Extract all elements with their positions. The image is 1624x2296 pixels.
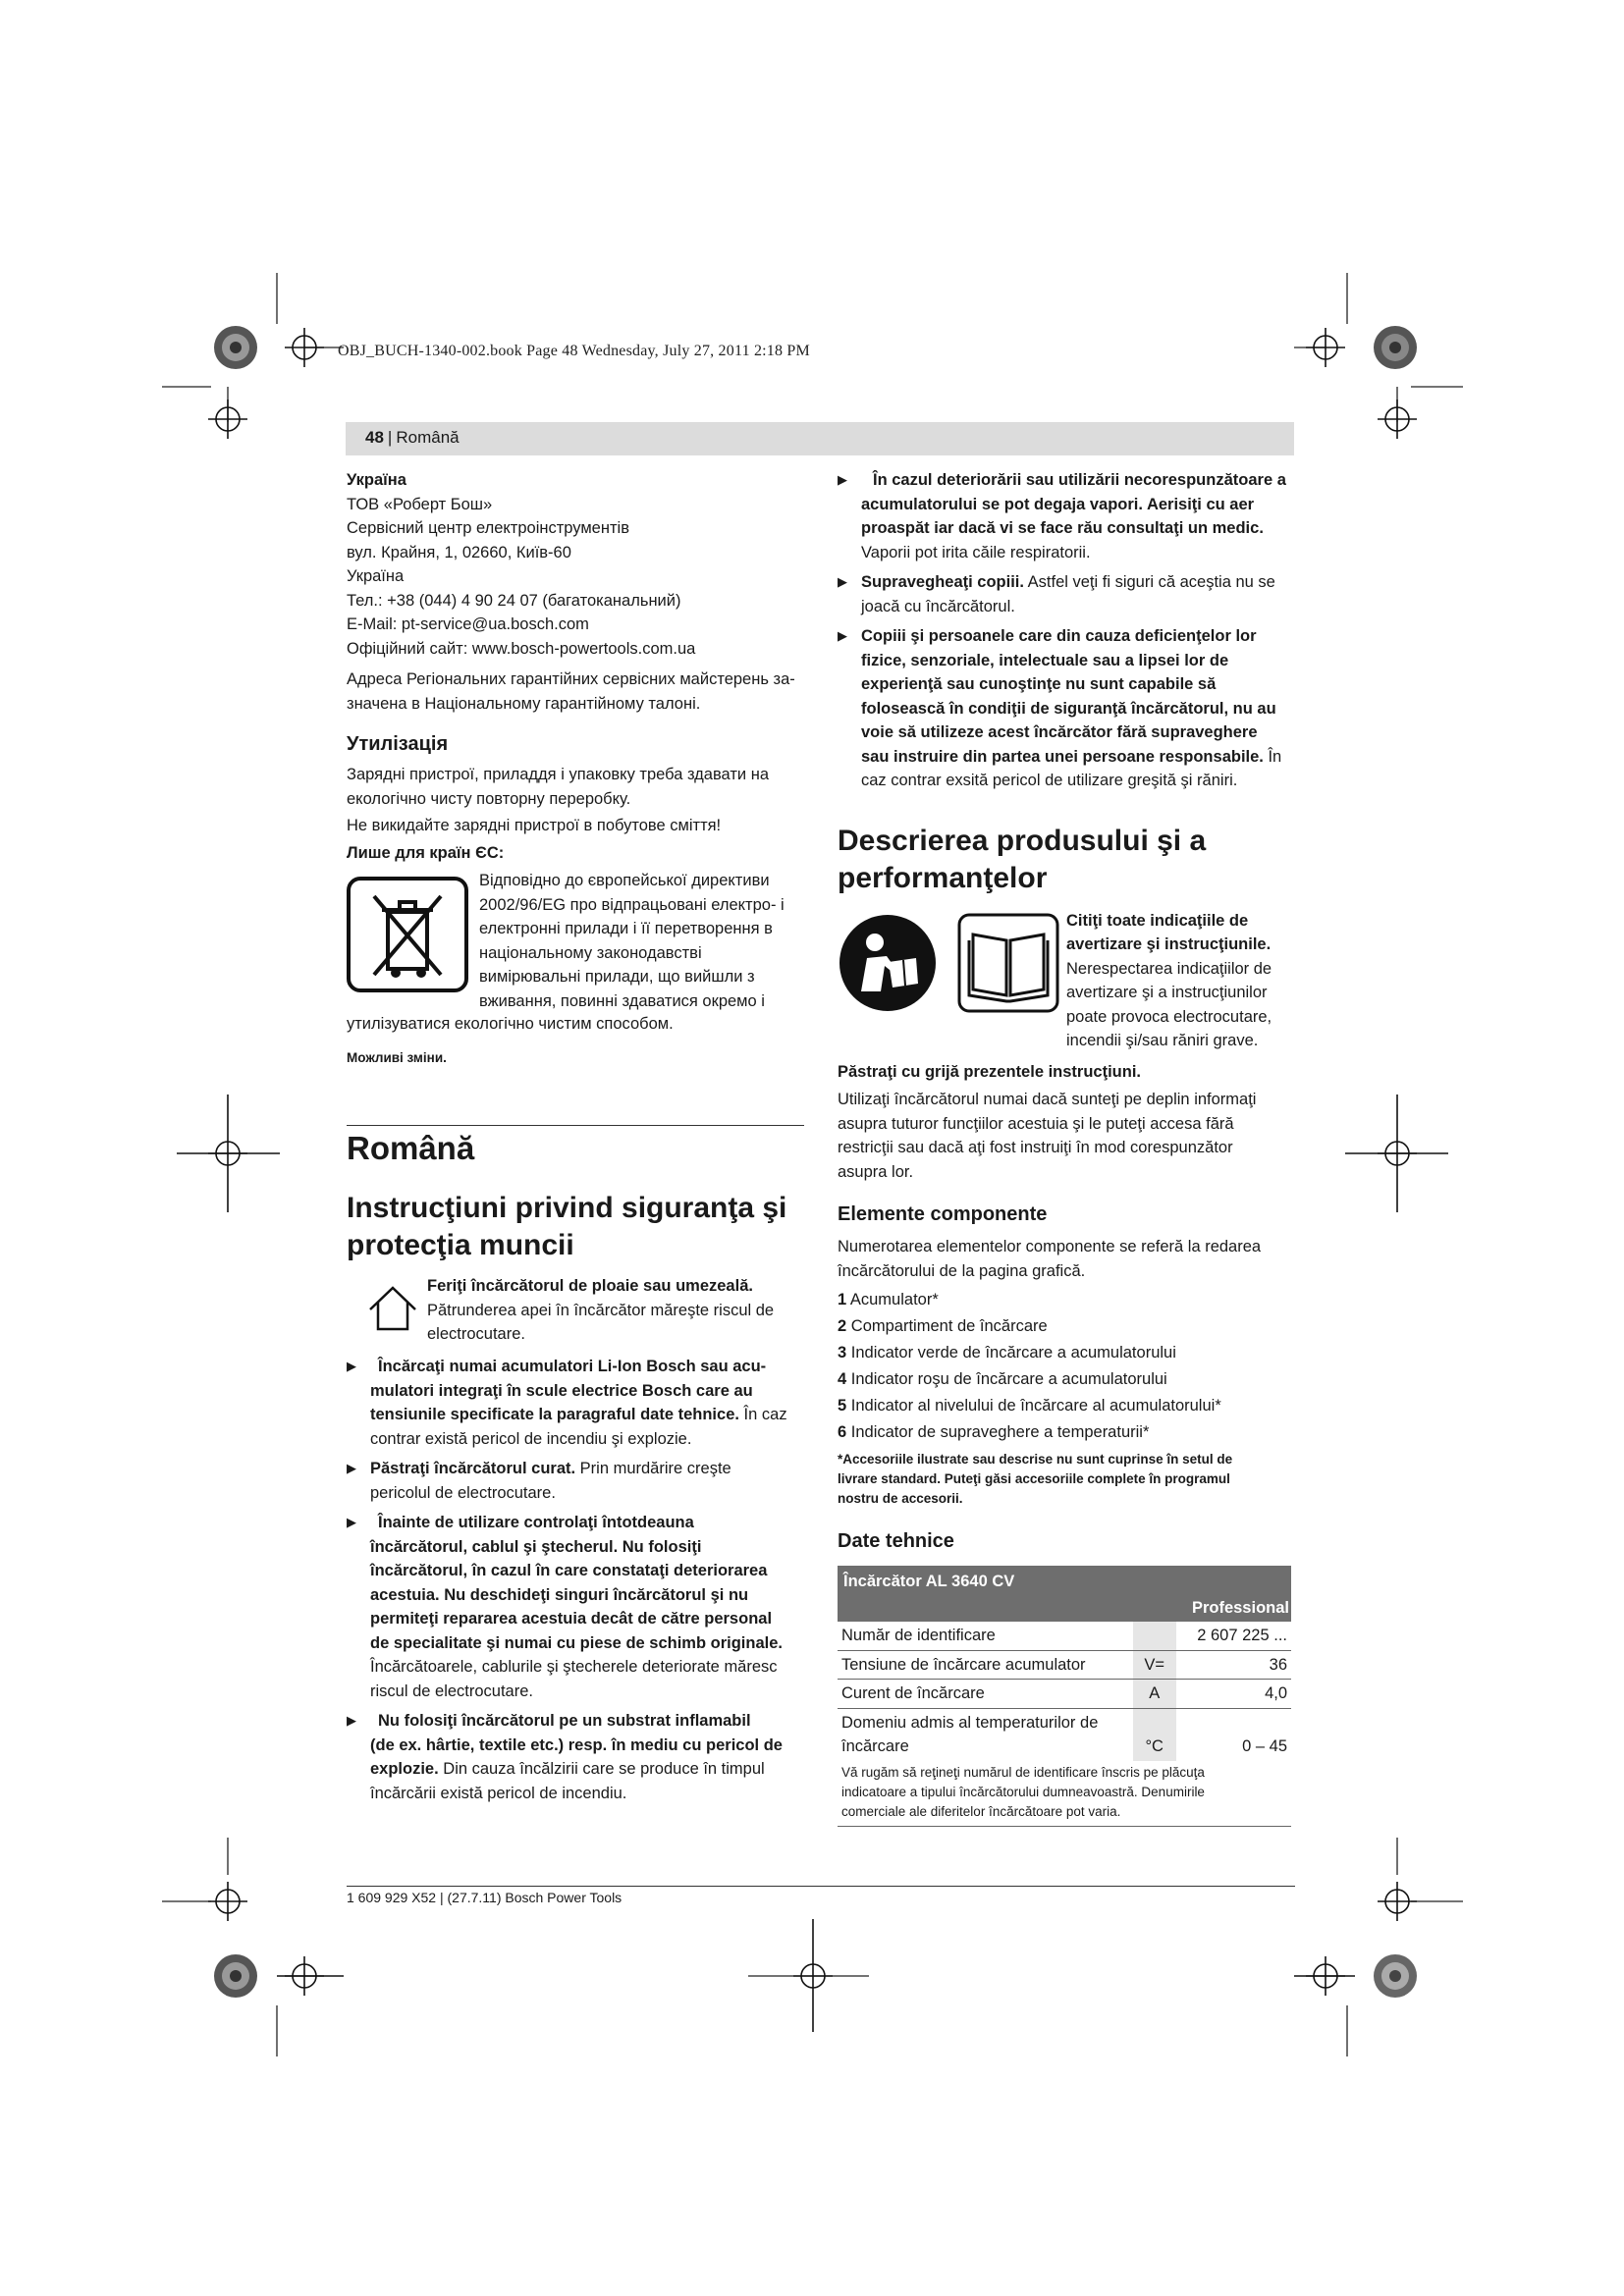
rain-warning-line: Pătrunderea apei în încărcător măreşte riscul de (427, 1301, 775, 1319)
safety-bullet (347, 1457, 810, 1505)
bullet-bold-text: Păstraţi încărcătorul curat. (370, 1460, 576, 1477)
safety-bullet (347, 1709, 810, 1805)
page-header-bar (346, 422, 1294, 455)
table-subtitle-row (838, 1594, 1291, 1623)
list-item (838, 1419, 1309, 1446)
bullet-line: riscul de electrocutare. (370, 1682, 533, 1700)
bullet-line: acumulatorului se pot degaja vapori. Aerisiţi cu aer (861, 495, 1255, 513)
tech-data-table (838, 1566, 1291, 1827)
disposal-line: екологічно чисту повторну переробку. (347, 789, 631, 808)
table-row (838, 1622, 1291, 1650)
table-cell-label: Număr de identificare (838, 1622, 1133, 1650)
bullet-line: încărcătorul, cablul şi ştecherul. Nu folosiţi (370, 1537, 702, 1556)
weee-text (479, 869, 785, 1013)
components-list (838, 1287, 1309, 1446)
address-line: ТОВ «Роберт Бош» (347, 495, 493, 513)
table-note-line: comerciale ale diferitelor încărcătoare pot varia. (841, 1803, 1121, 1819)
table-cell-value: 0 – 45 (1242, 1737, 1287, 1755)
address-line: E-Mail: pt-service@ua.bosch.com (347, 615, 589, 633)
bullet-arrow-icon: ▶ (838, 472, 847, 487)
page-number-label (365, 428, 460, 448)
footer-rule (347, 1886, 1295, 1887)
eu-heading: Лише для країн ЄС: (347, 843, 505, 862)
list-item (838, 1366, 1309, 1393)
components-intro-line: Numerotarea elementelor componente se referă la redarea (838, 1238, 1262, 1255)
component-label: Compartiment de încărcare (850, 1317, 1048, 1335)
bullet-line: caz contrar exsită pericol de utilizare greşită şi răniri. (861, 772, 1238, 789)
bullet-line: experienţă sau cunoştinţe nu sunt capabile să (861, 675, 1217, 693)
bullet-arrow-icon: ▶ (838, 628, 847, 643)
weee-line: вживання, повинні здаватися окремо і (479, 991, 765, 1010)
bullet-line: mulatori integraţi în scule electrice Bosch care au (370, 1381, 753, 1400)
safety-title-line: protecţia muncii (347, 1229, 574, 1261)
right-column (838, 468, 1309, 1827)
disposal-warning: Не викидайте зарядні пристрої в побутове сміття! (347, 817, 722, 834)
bullet-line (370, 1403, 810, 1427)
bullet-line (370, 1757, 810, 1782)
component-number: 6 (838, 1423, 847, 1441)
read-manual-person-icon (838, 913, 938, 1013)
disposal-line: Зарядні пристрої, приладдя і упаковку треба здавати на (347, 766, 770, 783)
header-separator: | (387, 428, 393, 447)
bullet-line: Încărcătoarele, cablurile şi ştecherele deteriorate măresc (370, 1658, 778, 1676)
components-heading: Elemente componente (838, 1203, 1048, 1225)
read-manual-text (1066, 909, 1272, 1053)
components-intro-line: încărcătorului de la pagina grafică. (838, 1261, 1086, 1280)
service-note-line: значена в Національному гарантійному талоні. (347, 694, 701, 713)
product-description-title (838, 823, 1309, 897)
bullet-rest-text: Prin murdărire creşte (575, 1460, 731, 1477)
ukraine-heading: Україна (347, 471, 406, 489)
bullet-line (861, 745, 1309, 770)
bullet-rest-text: În (1263, 747, 1282, 766)
bullet-line: pericolul de electrocutare. (370, 1483, 556, 1502)
romanian-title: Română (347, 1130, 475, 1166)
safety-bullet (347, 1355, 810, 1451)
left-column-safety (347, 1129, 810, 1805)
component-number: 5 (838, 1397, 847, 1415)
weee-line: національному законодавстві (479, 943, 702, 962)
address-line: вул. Крайня, 1, 02660, Київ-60 (347, 543, 571, 561)
safety-bullet (838, 624, 1309, 793)
list-item (838, 1393, 1309, 1419)
indoor-only-block (347, 1274, 810, 1349)
indoor-use-house-icon (366, 1284, 419, 1333)
table-cell-value: 2 607 225 ... (1176, 1622, 1291, 1650)
bullet-line (861, 570, 1309, 595)
table-row (838, 1708, 1291, 1761)
keep-instructions: Păstraţi cu grijă prezentele instrucţiuni. (838, 1062, 1141, 1081)
table-subtitle: Professional (1176, 1594, 1291, 1623)
table-note-line: indicatoare a tipului încărcătorului dumneavoastră. Denumirile (841, 1784, 1205, 1799)
weee-line: електронні прилади і її перетворення в (479, 920, 773, 937)
table-subtitle-spacer (1133, 1594, 1176, 1623)
table-note-row (838, 1761, 1291, 1827)
product-title-line: Descrierea produsului şi a (838, 824, 1207, 857)
disposal-heading: Утилізація (347, 733, 449, 755)
bullet-line: încărcării există pericol de incendiu. (370, 1784, 627, 1802)
bullet-line (370, 1457, 810, 1481)
safety-bullet (838, 570, 1309, 618)
bullet-line: de specialitate şi numai cu piese de schimb originale. (370, 1633, 783, 1652)
safety-title-line: Instrucţiuni privind siguranţa şi (347, 1192, 787, 1224)
weee-block (347, 869, 808, 1016)
table-cell-value: 4,0 (1176, 1680, 1291, 1709)
table-cell-unit: °C (1133, 1708, 1176, 1761)
service-note (347, 667, 808, 716)
address-line: Офіційний сайт: www.bosch-powertools.com.ua (347, 639, 696, 658)
accessories-line: nostru de accesorii. (838, 1491, 963, 1506)
bullet-line: contrar există pericol de incendiu şi explozie. (370, 1429, 692, 1448)
table-title: Încărcător AL 3640 CV (838, 1566, 1291, 1594)
components-intro (838, 1235, 1309, 1283)
list-item (838, 1313, 1309, 1340)
manual-book-icon (957, 913, 1059, 1013)
bullet-line: Încărcaţi numai acumulatori Li-Ion Bosch sau acu- (378, 1358, 767, 1375)
usage-line: Utilizaţi încărcătorul numai dacă sunteţi pe deplin informaţi (838, 1091, 1257, 1108)
list-item (838, 1340, 1309, 1366)
component-label: Indicator verde de încărcare a acumulatorului (850, 1344, 1176, 1362)
bullet-line: Nu folosiţi încărcătorul pe un substrat inflamabil (378, 1712, 751, 1730)
footer-text: 1 609 929 X52 | (27.7.11) Bosch Power Tools (347, 1890, 623, 1905)
left-column (347, 468, 808, 1068)
bullet-arrow-icon: ▶ (347, 1713, 356, 1728)
bullet-line: (de ex. hârtie, textile etc.) resp. în mediu cu pericol de (370, 1735, 783, 1754)
weee-line: вимірювальні прилади, що вийшли з (479, 968, 755, 986)
table-cell-unit: A (1133, 1680, 1176, 1709)
bullet-line: folosească în condiţii de siguranţă încărcătorul, nu au (861, 699, 1276, 718)
table-label-line: încărcare (841, 1737, 909, 1755)
component-label: Indicator al nivelului de încărcare al acumulatorului* (850, 1397, 1221, 1415)
bullet-line: În cazul deteriorării sau utilizării necorespunzătoare a (873, 471, 1286, 489)
tech-data-heading: Date tehnice (838, 1530, 954, 1552)
bullet-bold-text: sau instruire din partea unei persoane responsabile. (861, 747, 1264, 766)
bullet-rest-text: Din cauza încălzirii care se produce în timpul (438, 1760, 765, 1778)
component-number: 1 (838, 1291, 847, 1308)
bullet-bold-text: tensiunile specificate la paragraful date tehnice. (370, 1406, 739, 1423)
table-cell-label: Curent de încărcare (838, 1680, 1133, 1709)
bullet-line: încărcătorul, în cazul în care constataţi deteriorarea (370, 1562, 768, 1579)
bullet-line: Înainte de utilizare controlaţi întotdeauna (378, 1514, 694, 1531)
weee-bin-icon (347, 877, 468, 992)
bullet-rest-text: În caz (738, 1406, 787, 1423)
address-line: Україна (347, 567, 405, 585)
bullet-line: permiteţi repararea acestuia decât de către personal (370, 1610, 773, 1628)
bullet-arrow-icon: ▶ (838, 574, 847, 589)
table-note (838, 1761, 1291, 1827)
component-label: Indicator de supraveghere a temperaturii* (850, 1423, 1150, 1441)
component-number: 3 (838, 1344, 847, 1362)
changes-note: Можливі зміни. (347, 1049, 447, 1065)
weee-line: Відповідно до європейської директиви (479, 872, 770, 889)
table-cell-unit: V= (1133, 1650, 1176, 1680)
disposal-text (347, 763, 808, 838)
book-info-line: OBJ_BUCH-1340-002.book Page 48 Wednesday, July 27, 2011 2:18 PM (338, 343, 810, 359)
weee-last-line: утилізуватися екологічно чистим способом. (347, 1015, 674, 1033)
section-rule (347, 1125, 804, 1126)
address-line: Тел.: +38 (044) 4 90 24 07 (багатоканальний) (347, 591, 681, 610)
read-manual-line: incendii şi/sau răniri grave. (1066, 1032, 1259, 1049)
table-subtitle-spacer (838, 1594, 1133, 1623)
ukraine-address (347, 493, 808, 662)
table-title-row (838, 1566, 1291, 1594)
bullet-line: voie să utilizeze acest încărcător fără supraveghere (861, 723, 1258, 741)
bullet-arrow-icon: ▶ (347, 1461, 356, 1475)
bullet-line: joacă cu încărcătorul. (861, 597, 1015, 615)
accessories-note (838, 1450, 1309, 1509)
safety-title (347, 1190, 810, 1264)
table-cell-unit (1133, 1622, 1176, 1650)
service-note-line: Адреса Регіональних гарантійних сервісних майстерень за- (347, 670, 795, 688)
bullet-arrow-icon: ▶ (347, 1515, 356, 1529)
page-number: 48 (365, 428, 384, 447)
bullet-rest-text: Astfel veţi fi siguri că aceştia nu se (1023, 573, 1275, 591)
table-label-line: Domeniu admis al temperaturilor de (841, 1713, 1099, 1732)
read-manual-block (838, 909, 1309, 1049)
usage-line: asupra tuturor funcţiilor acestuia şi le puteţi accesa fără (838, 1114, 1234, 1133)
usage-paragraph (838, 1088, 1309, 1184)
read-manual-bold: avertizare şi instrucţiunile. (1066, 935, 1272, 953)
table-cell-value: 36 (1176, 1650, 1291, 1680)
bullet-line: fizice, senzoriale, intelectuale sau a lipsei lor de (861, 651, 1229, 669)
component-number: 4 (838, 1370, 847, 1388)
accessories-line: livrare standard. Puteţi găsi accesoriile complete în programul (838, 1471, 1230, 1486)
component-label: Acumulator* (849, 1291, 939, 1308)
accessories-line: *Accesoriile ilustrate sau descrise nu sunt cuprinse în setul de (838, 1452, 1233, 1467)
bullet-line: Vaporii pot irita căile respiratorii. (861, 543, 1091, 561)
read-manual-line: avertizare şi a instrucţiunilor (1066, 984, 1268, 1001)
bullet-bold-text: explozie. (370, 1760, 439, 1778)
table-row (838, 1680, 1291, 1709)
safety-bullet (838, 468, 1309, 564)
address-line: Сервісний центр електроінструментів (347, 519, 629, 537)
rain-warning-bold: Feriţi încărcătorul de ploaie sau umezeală. (427, 1277, 753, 1295)
read-manual-line: poate provoca electrocutare, (1066, 1007, 1272, 1026)
header-language: Română (396, 428, 460, 447)
component-number: 2 (838, 1317, 847, 1335)
component-label: Indicator roşu de încărcare a acumulatorului (850, 1370, 1167, 1388)
read-manual-line: Nerespectarea indicaţiilor de (1066, 959, 1272, 978)
bullet-line: Copiii şi persoanele care din cauza deficienţelor lor (861, 627, 1257, 645)
bullet-bold-text: Supravegheaţi copiii. (861, 573, 1024, 591)
table-row (838, 1650, 1291, 1680)
product-title-line: performanţelor (838, 861, 1048, 894)
table-cell-label: Tensiune de încărcare acumulator (838, 1650, 1133, 1680)
weee-line: 2002/96/EG про відпрацьовані електро- і (479, 895, 785, 914)
read-manual-bold: Citiţi toate indicaţiile de (1066, 911, 1249, 930)
bullet-arrow-icon: ▶ (347, 1359, 356, 1373)
safety-bullet (347, 1511, 810, 1703)
rain-warning-line: electrocutare. (427, 1325, 525, 1343)
table-note-line: Vă rugăm să reţineţi numărul de identificare înscris pe plăcuţa (841, 1764, 1205, 1780)
bullet-line: proaspăt iar dacă vi se face rău consultaţi un medic. (861, 519, 1264, 537)
bullet-line: acestuia. Nu deschideţi singuri încărcătorul şi nu (370, 1585, 749, 1604)
table-cell-label (838, 1708, 1133, 1761)
list-item (838, 1287, 1309, 1313)
usage-line: restricţii sau dacă aţi fost instruiţi în mod corespunzător (838, 1139, 1233, 1156)
usage-line: asupra lor. (838, 1162, 914, 1181)
